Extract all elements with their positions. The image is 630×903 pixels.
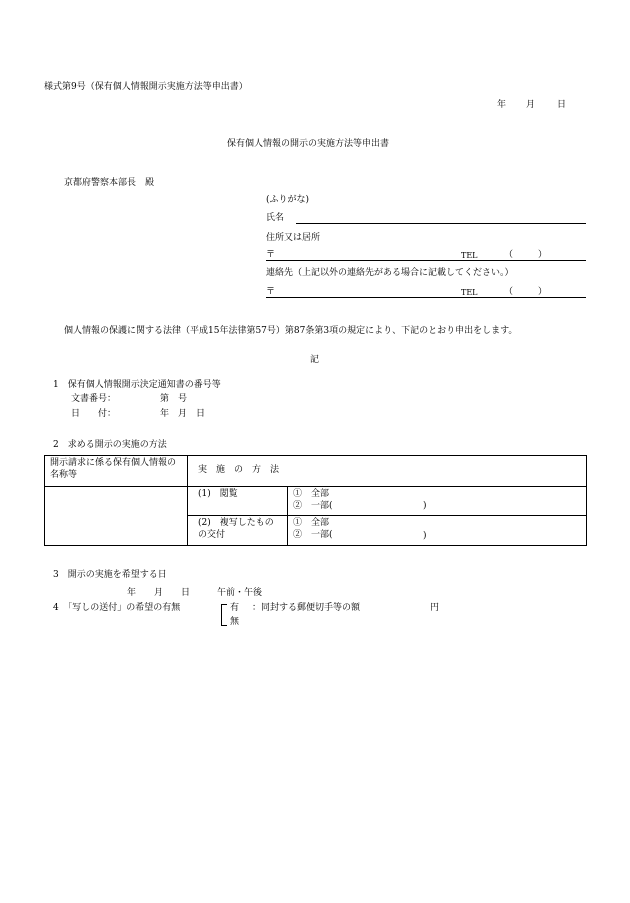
name-label: 氏名 bbox=[266, 213, 285, 223]
form-number: 様式第9号（保有個人情報開示実施方法等申出書） bbox=[44, 82, 248, 92]
row1-option-partial[interactable]: ② 一部( bbox=[293, 500, 333, 511]
date-year: 年 bbox=[497, 100, 507, 110]
col2-header: 実 施 の 方 法 bbox=[188, 456, 587, 487]
contact-postal-mark: 〒 bbox=[266, 287, 276, 297]
contact-field[interactable] bbox=[266, 297, 586, 298]
section4-heading: 4 「写しの送付」の希望の有無 bbox=[53, 603, 181, 613]
tel-paren-open: （ bbox=[504, 250, 514, 260]
preferred-date: 年 月 日 午前・午後 bbox=[127, 588, 263, 598]
row1-method: (1) 閲覧 bbox=[188, 487, 288, 516]
page-title: 保有個人情報の開示の実施方法等申出書 bbox=[227, 139, 390, 149]
row1-option-all[interactable]: ① 全部 bbox=[293, 489, 330, 499]
date-month: 月 bbox=[526, 100, 536, 110]
info-name-cell[interactable] bbox=[45, 487, 188, 546]
tel-paren-close: ） bbox=[538, 250, 548, 260]
name-field[interactable] bbox=[296, 223, 586, 224]
address-label: 住所又は居所 bbox=[266, 233, 321, 243]
yen-unit: 円 bbox=[430, 603, 440, 613]
row2-method: (2) 複写したものの交付 bbox=[188, 516, 288, 546]
mail-no[interactable]: 無 bbox=[230, 617, 240, 627]
doc-number-value: 第 号 bbox=[160, 394, 188, 404]
doc-number-label: 文書番号： bbox=[71, 394, 117, 404]
notice-date-value: 年 月 日 bbox=[160, 409, 206, 419]
addressee: 京都府警察本部長 殿 bbox=[64, 178, 155, 188]
contact-label: 連絡先（上記以外の連絡先がある場合に記載してください。） bbox=[266, 268, 514, 278]
contact-tel-paren-close: ） bbox=[538, 287, 548, 297]
row2-options bbox=[288, 516, 587, 546]
tel-label: TEL bbox=[461, 251, 478, 260]
date-day: 日 bbox=[557, 100, 567, 110]
address-field[interactable] bbox=[266, 260, 586, 261]
methods-table bbox=[44, 455, 587, 546]
row2-option-partial-close: ) bbox=[423, 531, 427, 542]
row2-option-all[interactable]: ① 全部 bbox=[293, 518, 330, 528]
furigana-label: (ふりがな) bbox=[266, 195, 310, 205]
mail-yes-detail: ：同封する郵便切手等の額 bbox=[252, 603, 361, 613]
section2-heading: 2 求める開示の実施の方法 bbox=[53, 440, 167, 450]
contact-tel-paren-open: （ bbox=[504, 287, 514, 297]
statement: 個人情報の保護に関する法律（平成15年法律第57号）第87条第3項の規定により、下記のとおり申出をします。 bbox=[64, 326, 518, 336]
section1-heading: 1 保有個人情報開示決定通知書の番号等 bbox=[53, 380, 221, 390]
contact-tel-label: TEL bbox=[461, 288, 478, 297]
mail-yes[interactable]: 有 bbox=[230, 603, 240, 613]
row1-option-partial-close: ) bbox=[423, 501, 427, 512]
row2-option-partial[interactable]: ② 一部( bbox=[293, 529, 333, 540]
notice-date-label: 日 付： bbox=[71, 409, 117, 419]
choice-bracket bbox=[221, 604, 227, 626]
ki-marker: 記 bbox=[310, 355, 320, 365]
section3-heading: 3 開示の実施を希望する日 bbox=[53, 570, 167, 580]
postal-mark: 〒 bbox=[266, 250, 276, 260]
col1-header: 開示請求に係る保有個人情報の名称等 bbox=[45, 456, 188, 487]
row1-options bbox=[288, 487, 587, 516]
